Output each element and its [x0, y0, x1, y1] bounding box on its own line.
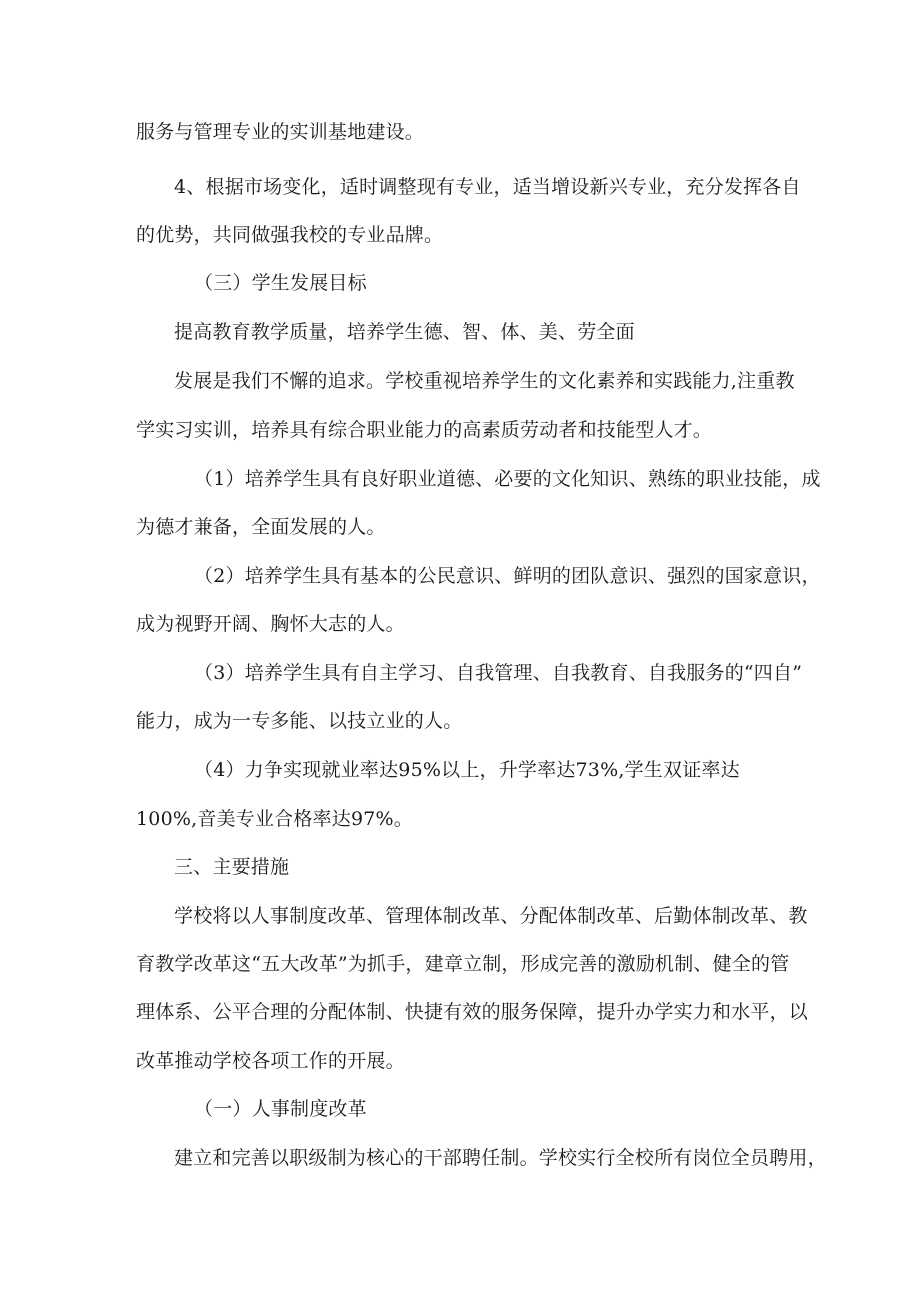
- text-line: 的优势，共同做强我校的专业品牌。: [136, 224, 444, 246]
- text-line: 建立和完善以职级制为核心的干部聘任制。学校实行全校所有岗位全员聘用，: [174, 1147, 827, 1169]
- text-line: 学实习实训，培养具有综合职业能力的高素质劳动者和技能型人才。: [136, 419, 713, 441]
- list-item: （1）培养学生具有良好职业道德、必要的文化知识、熟练的职业技能，成: [194, 468, 821, 490]
- section-heading: （一）人事制度改革: [194, 1098, 367, 1120]
- text-line: 成为视野开阔、胸怀大志的人。: [136, 613, 405, 635]
- list-item: （2）培养学生具有基本的公民意识、鲜明的团队意识、强烈的国家意识，: [194, 565, 821, 587]
- text-line: 能力，成为一专多能、以技立业的人。: [136, 710, 463, 732]
- text-line: 发展是我们不懈的追求。学校重视培养学生的文化素养和实践能力,注重教: [174, 370, 795, 392]
- text-line: 育教学改革这“五大改革”为抓手，建章立制，形成完善的激励机制、健全的管: [136, 953, 790, 975]
- list-item: （4）力争实现就业率达95%以上，升学率达73%,学生双证率达: [194, 759, 740, 781]
- section-heading: 三、主要措施: [174, 856, 290, 878]
- list-item: （3）培养学生具有自主学习、自我管理、自我教育、自我服务的“四自”: [194, 662, 803, 684]
- text-line: 为德才兼备，全面发展的人。: [136, 516, 386, 538]
- text-line: 改革推动学校各项工作的开展。: [136, 1050, 405, 1072]
- text-line: 服务与管理专业的实训基地建设。: [136, 121, 425, 143]
- text-line: 学校将以人事制度改革、管理体制改革、分配体制改革、后勤体制改革、教: [174, 905, 808, 927]
- text-line: 4、根据市场变化，适时调整现有专业，适当增设新兴专业，充分发挥各自: [174, 176, 801, 198]
- section-heading: （三）学生发展目标: [194, 272, 367, 294]
- text-line: 理体系、公平合理的分配体制、快捷有效的服务保障，提升办学实力和水平，以: [136, 1001, 809, 1023]
- text-line: 提高教育教学质量，培养学生德、智、体、美、劳全面: [174, 321, 635, 343]
- text-line: 100%,音美专业合格率达97%。: [136, 808, 413, 830]
